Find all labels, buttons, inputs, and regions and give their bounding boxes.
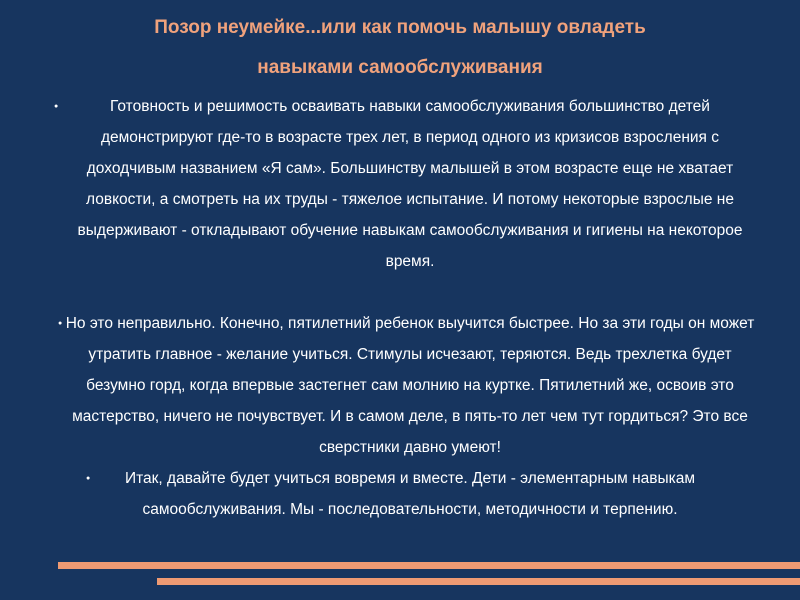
bullet-icon: ● [58,320,63,327]
paragraph-1-text: Готовность и решимость осваивать навыки самообслуживания большинство детей демонстрируют где-то в возрасте трех лет, в период одного из кризисов взросления с доходчивым названием «Я сам». Большинству малышей в этом возрасте еще не хватает ловкости, а смотреть на их труды - тяжелое испытание. И потому некоторые взрослые не выдерживают - откладывают обучение навыкам самообслуживания и гигиены на некоторое время. [77,98,743,270]
bullet-icon: ● [86,475,91,482]
accent-bar-bottom [157,578,800,585]
title-line-1: Позор неумейке...или как помочь малышу овладеть [154,17,646,38]
paragraph-2 [60,308,760,463]
slide-title [20,8,780,88]
paragraph-3 [60,463,760,525]
accent-bar-top [58,562,800,569]
slide-body [54,91,760,525]
title-line-2: навыками самообслуживания [257,57,543,78]
paragraph-1 [54,91,760,277]
paragraph-2-text: Но это неправильно. Конечно, пятилетний ребенок выучится быстрее. Но за эти годы он может утратить главное - желание учиться. Стимулы исчезают, теряются. Ведь трехлетка будет безумно горд, когда впервые застегнет сам молнию на куртке. Пятилетний же, освоив это мастерство, ничего не почувствует. И в самом деле, в пять-то лет чем тут гордиться? Это все сверстники давно умеют! [65,315,755,456]
bullet-icon: ● [54,103,59,110]
paragraph-3-text: Итак, давайте будет учиться вовремя и вместе. Дети - элементарным навыкам самообслуживания. Мы - последовательности, методичности и терпению. [124,470,696,518]
